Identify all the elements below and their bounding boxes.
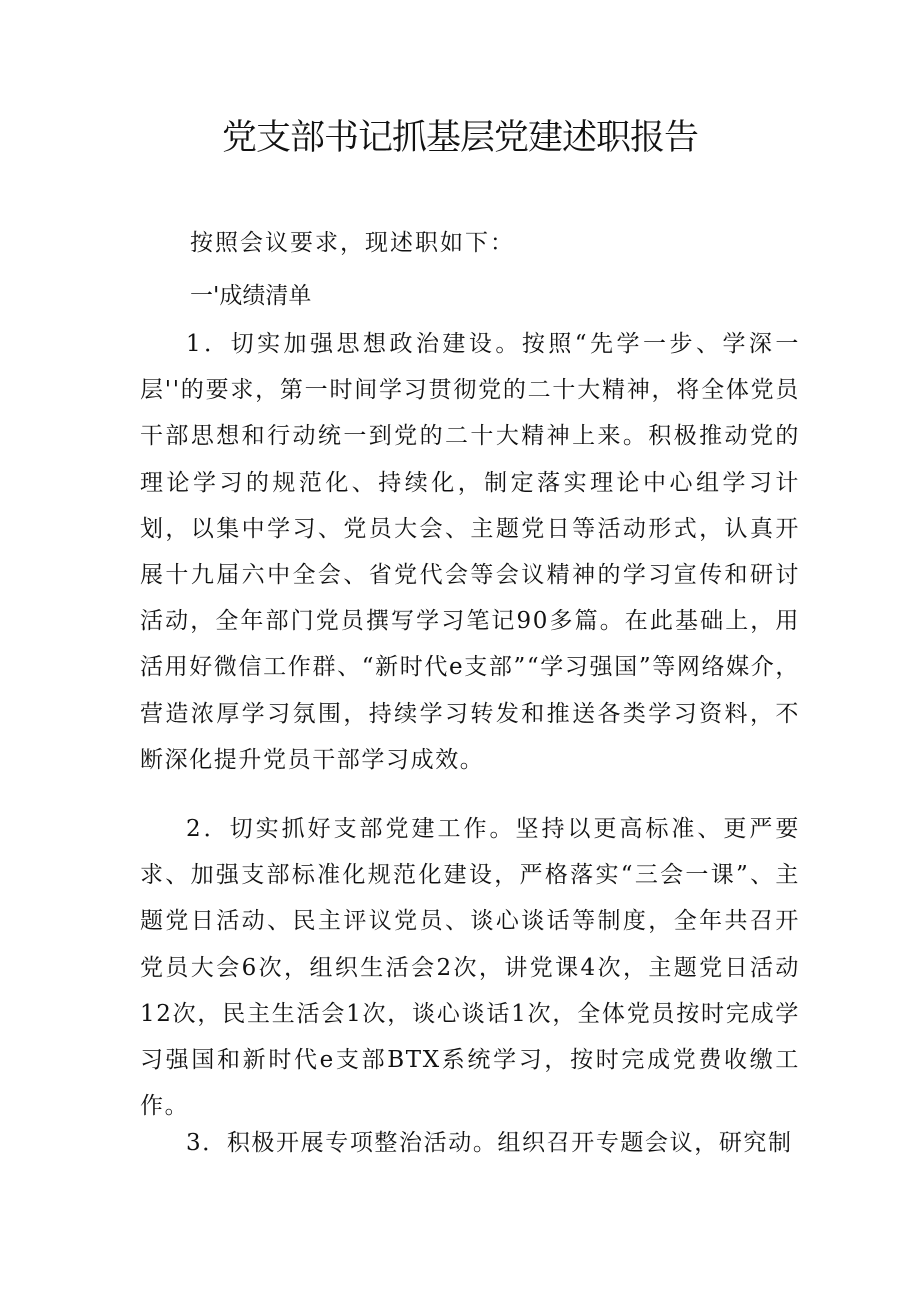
intro-text: 按照会议要求，现述职如下： [190, 230, 515, 256]
paragraph-3: 3．积极开展专项整治活动。组织召开专题会议，研究制 [186, 1130, 793, 1156]
section-heading: 一'成绩清单 [190, 283, 312, 309]
paragraph-2: 2．切实抓好支部党建工作。坚持以更高标准、更严要求、加强支部标准化规范化建设，严格落实“三会一课”、主题党日活动、民主评议党员、谈心谈话等制度，全年共召开党员大会6次，组织生活会2次，讲党课4次，主题党日活动12次，民主生活会1次，谈心谈话1次，全体党员按时完成学习强国和新时代e支部BTX系统学习，按时完成党费收缴工作。 [140, 816, 800, 1120]
document-title: 党支部书记抓基层党建述职报告 [221, 118, 698, 158]
paragraph-1: 1．切实加强思想政治建设。按照“先学一步、学深一层''的要求，第一时间学习贯彻党的二十大精神，将全体党员干部思想和行动统一到党的二十大精神上来。积极推动党的理论学习的规范化、持续化，制定落实理论中心组学习计划，以集中学习、党员大会、主题党日等活动形式，认真开展十九届六中全会、省党代会等会议精神的学习宣传和研讨活动，全年部门党员撰写学习笔记90多篇。在此基础上，用活用好微信工作群、“新时代e支部”“学习强国”等网络媒介，营造浓厚学习氛围，持续学习转发和推送各类学习资料，不断深化提升党员干部学习成效。 [140, 331, 800, 773]
